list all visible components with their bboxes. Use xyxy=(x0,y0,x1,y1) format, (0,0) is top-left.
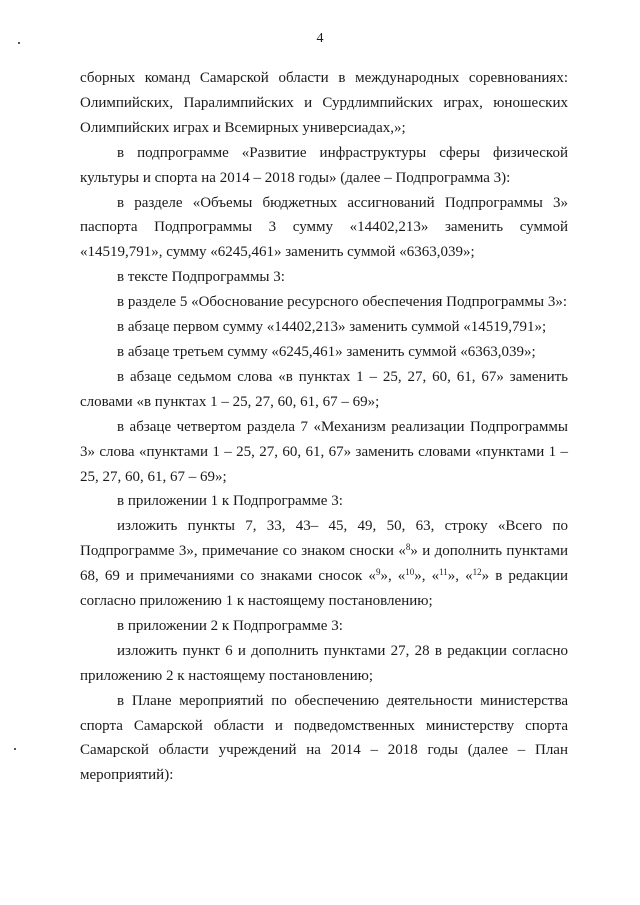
paragraph: в разделе «Объемы бюджетных ассигнований Подпрограммы 3» паспорта Подпрограммы 3 сумму «14402,213» заменить суммой «14519,791», сумму «6245,461» заменить суммой «6363,039»; xyxy=(80,194,568,261)
scan-mark xyxy=(14,748,16,750)
paragraph: сборных команд Самарской области в международных соревнованиях: Олимпийских, Паралимпийских и Сурдлимпийских играх, юношеских Олимпийских играх и Всемирных универсиадах,»; xyxy=(80,70,568,136)
paragraph: в разделе 5 «Обоснование ресурсного обеспечения Подпрограммы 3»: xyxy=(117,294,567,311)
footnote-mark: 11 xyxy=(439,567,448,578)
paragraph: в приложении 2 к Подпрограмме 3: xyxy=(117,617,343,634)
paragraph-text: изложить пункты 7, 33, 43– 45, 49, 50, 63, строку «Всего по Подпрограмме 3», примечание со знаком сноски « xyxy=(80,518,568,560)
paragraph-with-footnotes xyxy=(80,514,568,614)
document-body xyxy=(80,66,568,788)
paragraph-text: », « xyxy=(380,568,406,585)
paragraph: изложить пункт 6 и дополнить пунктами 27, 28 в редакции согласно приложению 2 к настоящему постановлению; xyxy=(80,642,568,684)
paragraph-text: », « xyxy=(447,568,473,585)
footnote-mark: 10 xyxy=(405,567,415,578)
paragraph: в абзаце первом сумму «14402,213» заменить суммой «14519,791»; xyxy=(117,319,547,336)
paragraph: в приложении 1 к Подпрограмме 3: xyxy=(117,493,343,510)
page-number: 4 xyxy=(316,31,324,46)
footnote-mark: 12 xyxy=(472,567,482,578)
paragraph-text: » и дополнить пунктами 68, 69 и примечаниями со знаками сносок « xyxy=(80,543,568,585)
paragraph: в подпрограмме «Развитие инфраструктуры сферы физической культуры и спорта на 2014 – 2018 годы» (далее – Подпрограмма 3): xyxy=(80,144,568,186)
paragraph-text: », « xyxy=(414,568,440,585)
paragraph-text: » в редакции согласно приложению 1 к настоящему постановлению; xyxy=(80,568,569,610)
footnote-mark: 9 xyxy=(375,567,381,578)
paragraph: в Плане мероприятий по обеспечению деятельности министерства спорта Самарской области и подведомственных министерству спорта Самарской области учреждений на 2014 – 2018 годы (далее – План мероприятий): xyxy=(80,692,568,784)
paragraph: в абзаце седьмом слова «в пунктах 1 – 25, 27, 60, 61, 67» заменить словами «в пунктах 1 – 25, 27, 60, 61, 67 – 69»; xyxy=(80,368,568,410)
footnote-mark: 8 xyxy=(405,542,411,553)
paragraph: в абзаце четвертом раздела 7 «Механизм реализации Подпрограммы 3» слова «пунктами 1 – 25, 27, 60, 61, 67» заменить словами «пунктами 1 – 25, 27, 60, 61, 67 – 69»; xyxy=(80,418,568,485)
paragraph: в абзаце третьем сумму «6245,461» заменить суммой «6363,039»; xyxy=(117,343,536,360)
paragraph: в тексте Подпрограммы 3: xyxy=(117,269,285,286)
